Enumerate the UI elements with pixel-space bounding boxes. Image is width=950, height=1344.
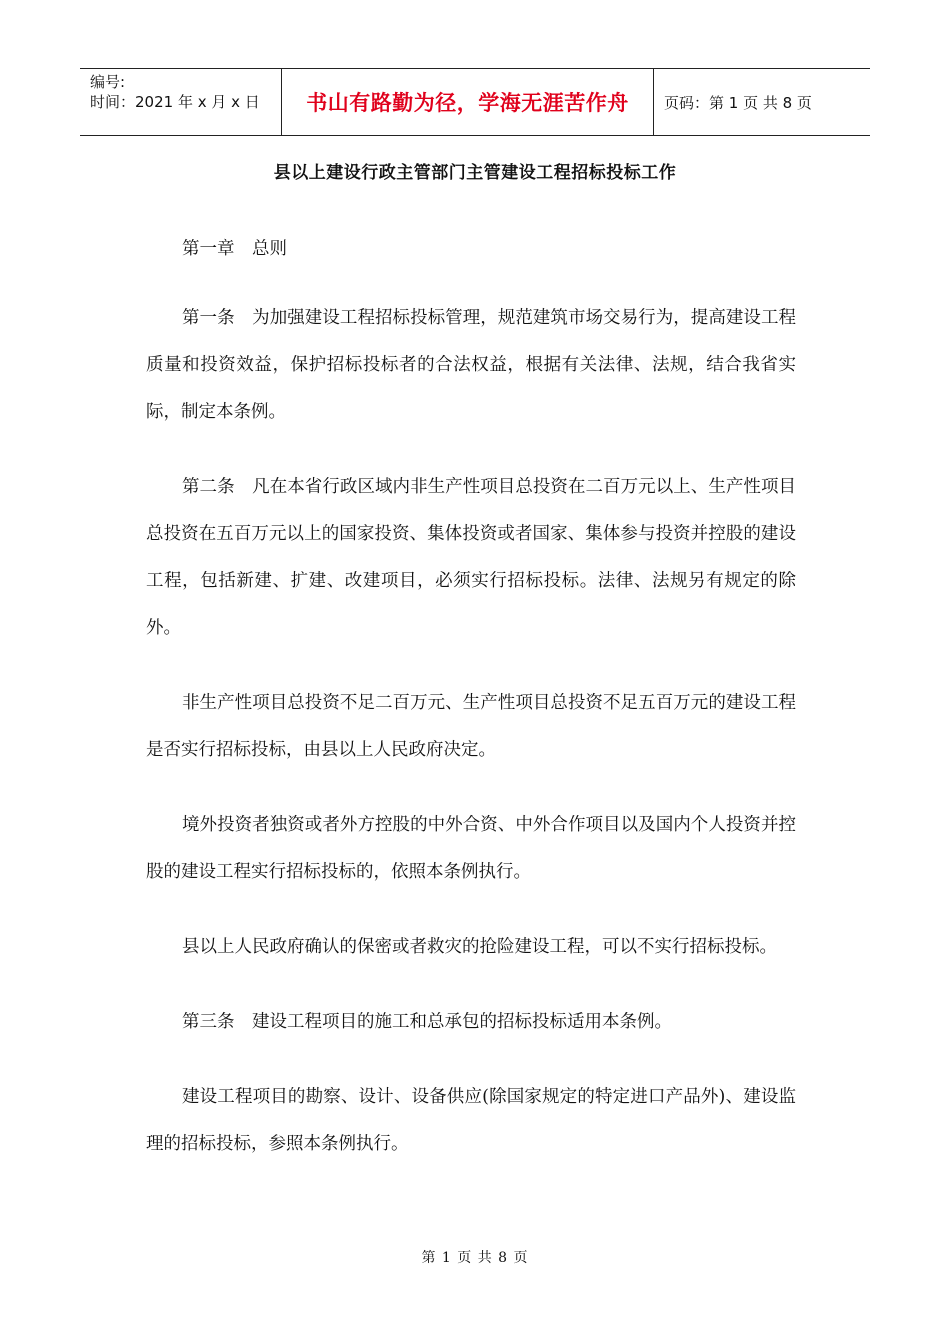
header-motto: 书山有路勤为径，学海无涯苦作舟	[281, 69, 654, 135]
article-paragraph: 建设工程项目的勘察、设计、设备供应(除国家规定的特定进口产品外)、建设监理的招标投标，参照本条例执行。	[146, 1087, 796, 1154]
document-title: 县以上建设行政主管部门主管建设工程招标投标工作	[273, 163, 677, 183]
article-paragraph: 第一条 为加强建设工程招标投标管理，规范建筑市场交易行为，提高建设工程质量和投资效益，保护招标投标者的合法权益，根据有关法律、法规，结合我省实际，制定本条例。	[146, 308, 796, 422]
article-paragraph: 第二条 凡在本省行政区域内非生产性项目总投资在二百万元以上、生产性项目总投资在五百万元以上的国家投资、集体投资或者国家、集体参与投资并控股的建设工程，包括新建、扩建、改建项目，必须实行招标投标。法律、法规另有规定的除外。	[146, 477, 796, 638]
document-header	[80, 68, 870, 136]
article-paragraph: 第三条 建设工程项目的施工和总承包的招标投标适用本条例。	[182, 1012, 672, 1032]
article-paragraph: 境外投资者独资或者外方控股的中外合资、中外合作项目以及国内个人投资并控股的建设工程实行招标投标的，依照本条例执行。	[146, 815, 796, 882]
number-label: 编号:	[90, 73, 126, 91]
header-meta	[80, 69, 281, 135]
time-label: 时间：2021 年 x 月 x 日	[90, 93, 260, 111]
document-body	[146, 226, 796, 1196]
header-page-info: 页码：第 1 页 共 8 页	[664, 93, 812, 112]
article-paragraph: 非生产性项目总投资不足二百万元、生产性项目总投资不足五百万元的建设工程是否实行招标投标，由县以上人民政府决定。	[146, 693, 796, 760]
chapter-heading: 第一章 总则	[182, 239, 287, 259]
article-paragraph: 县以上人民政府确认的保密或者救灾的抢险建设工程，可以不实行招标投标。	[182, 937, 777, 957]
page-footer: 第 1 页 共 8 页	[421, 1250, 529, 1266]
